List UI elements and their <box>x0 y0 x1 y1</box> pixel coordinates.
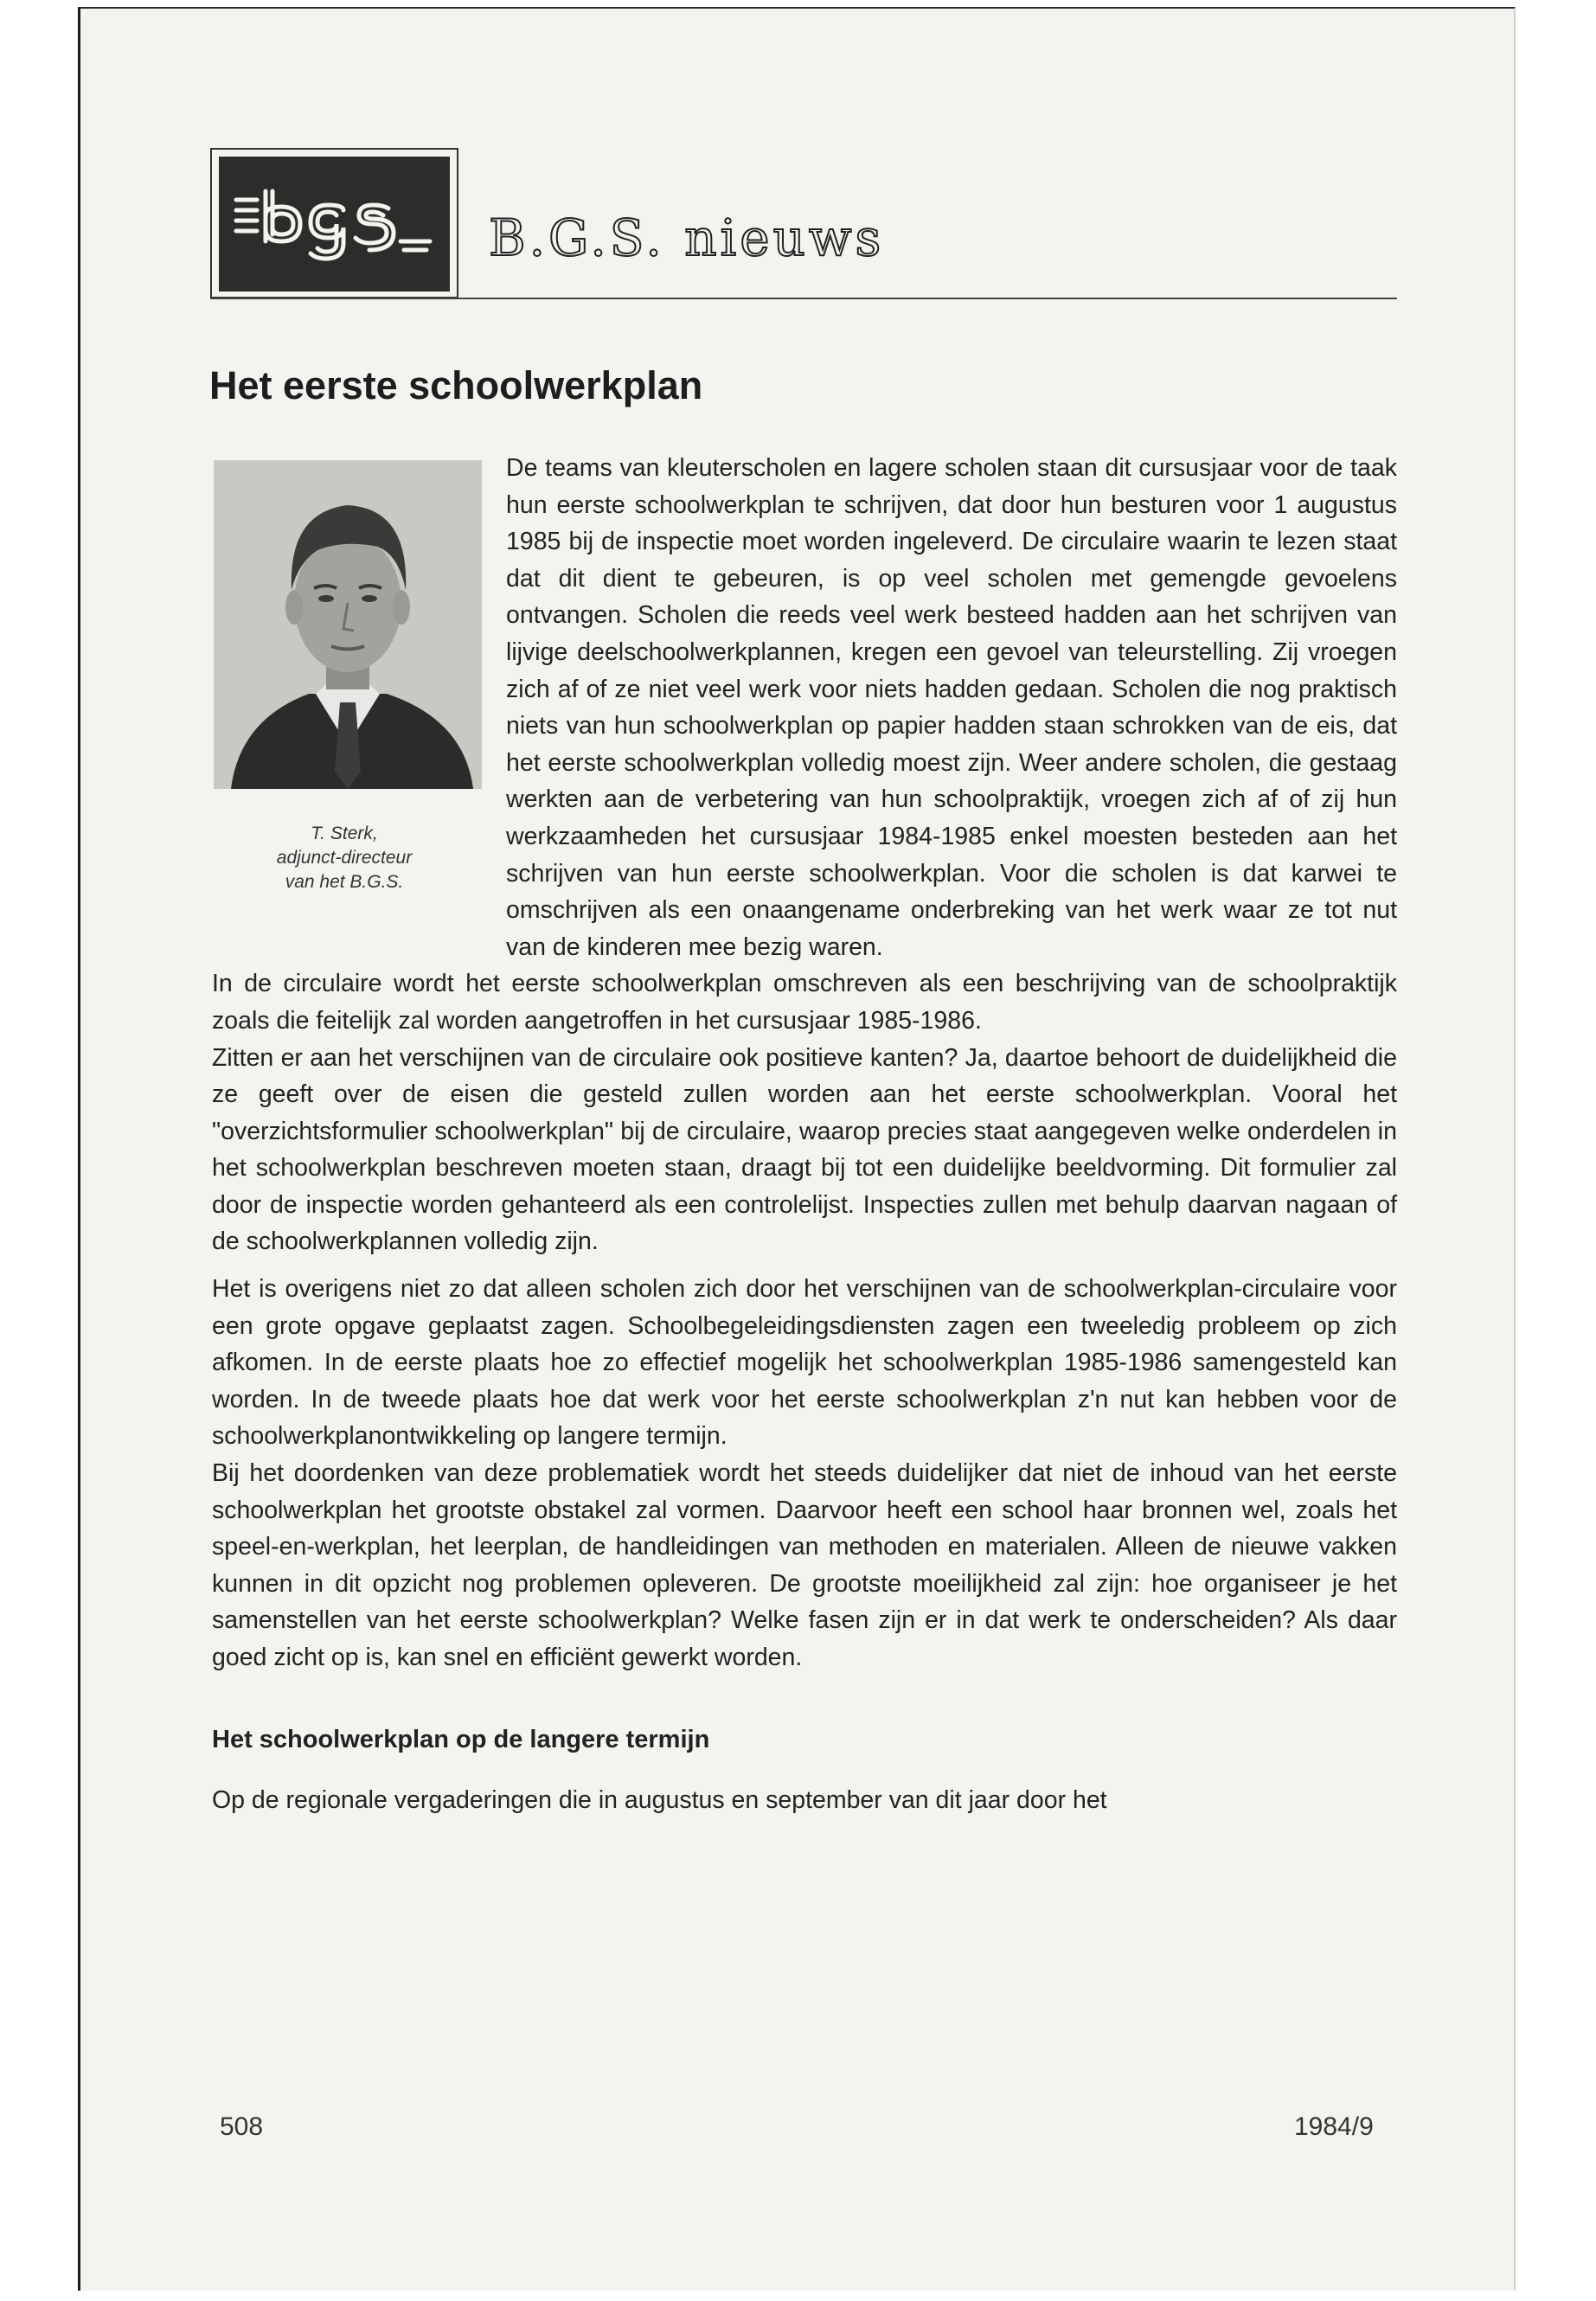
bgs-logo-icon <box>231 181 439 267</box>
paragraph-6: Op de regionale vergaderingen die in augustus en september van dit jaar door het <box>212 1786 1107 1815</box>
paragraph-5: Bij het doordenken van deze problematiek wordt het steeds duidelijker dat niet de inhoud van het eerste schoolwerkplan het grootste obstakel zal vormen. Daarvoor heeft een school haar bronnen wel, zoals het speel-en-werkplan, het leerplan, de handleidingen van methoden en materialen. Alleen de nieuwe vakken kunnen in dit opzicht nog problemen opleveren. De grootste moeilijkheid zal zijn: hoe organiseer je het samenstellen van het eerste schoolwerkplan? Welke fasen zijn er in dat werk te onderscheiden? Als daar goed zicht op is, kan snel en efficiënt gewerkt worden. <box>212 1459 1397 1671</box>
logo-frame <box>210 148 458 298</box>
caption-name: T. Sterk, <box>311 824 378 843</box>
article-body <box>212 450 1397 1819</box>
paragraph-4: Het is overigens niet zo dat alleen scholen zich door het verschijnen van de schoolwerkplan-circulaire voor een grote opgave geplaatst zagen. Schoolbegeleidingsdiensten zagen een tweeledig probleem op zich afkomen. In de eerste plaats hoe zo effectief mogelijk het schoolwerkplan 1985-1986 samengesteld kan worden. In de tweede plaats hoe dat werk voor het eerste schoolwerkplan z'n nut kan hebben voor de schoolwerkplanontwikkeling op langere termijn. <box>212 1275 1397 1451</box>
caption-org: van het B.G.S. <box>285 872 404 892</box>
paragraph-1: De teams van kleuterscholen en lagere scholen staan dit cursusjaar voor de taak hun eerste schoolwerkplan te schrijven, dat door hun besturen voor 1 augustus 1985 bij de inspectie moet worden ingeleverd. De circulaire waarin te lezen staat dat dit dient te gebeuren, is op veel scholen met gemengde gevoelens ontvangen. Scholen die reeds veel werk besteed hadden aan het schrijven van lijvige deelschoolwerkplannen, kregen een gevoel van teleurstelling. Zij vroegen zich af of ze niet veel werk voor niets hadden gedaan. Scholen die nog praktisch niets van hun schoolwerkplan op papier hadden staan schrokken van de eis, dat het eerste schoolwerkplan volledig moest zijn. Weer andere scholen, die gestaag werkten aan de verbetering van hun schoolpraktijk, vroegen zich af of zij hun werkzaamheden het cursusjaar 1984-1985 enkel moesten besteden aan het schrijven van hun eerste schoolwerkplan. Voor die scholen is dat karwei te omschrijven als een onaangename onderbreking van het werk waar ze tot nut van de kinderen mee bezig waren. <box>506 454 1397 961</box>
section-title: B.G.S. nieuws <box>489 208 885 267</box>
page-number: 508 <box>220 2112 264 2141</box>
header-rule <box>210 298 1397 299</box>
issue-number: 1984/9 <box>1294 2112 1374 2141</box>
article-title: Het eerste schoolwerkplan <box>209 363 703 407</box>
bgs-logo <box>219 157 450 292</box>
section-header <box>210 148 1397 302</box>
caption-role: adjunct-directeur <box>276 848 413 868</box>
photo-column-spacer <box>212 450 506 940</box>
paragraph-3: Zitten er aan het verschijnen van de circulaire ook positieve kanten? Ja, daartoe behoort de duidelijkheid die ze geeft over de eisen die gesteld zullen worden aan het eerste schoolwerkplan. Vooral het "overzichtsformulier schoolwerkplan" bij de circulaire, waarop precies staat aangegeven welke onderdelen in het schoolwerkplan beschreven moeten staan, draagt bij tot een duidelijke beeldvorming. Dit formulier zal door de inspectie worden gehanteerd als een controlelijst. Inspecties zullen met behulp daarvan nagaan of de schoolwerkplannen volledig zijn. <box>212 1043 1397 1256</box>
article-subheading: Het schoolwerkplan op de langere termijn <box>212 1725 710 1753</box>
paragraph-2: In de circulaire wordt het eerste schoolwerkplan omschreven als een beschrijving van de schoolpraktijk zoals die feitelijk zal worden aangetroffen in het cursusjaar 1985-1986. <box>212 970 1397 1035</box>
